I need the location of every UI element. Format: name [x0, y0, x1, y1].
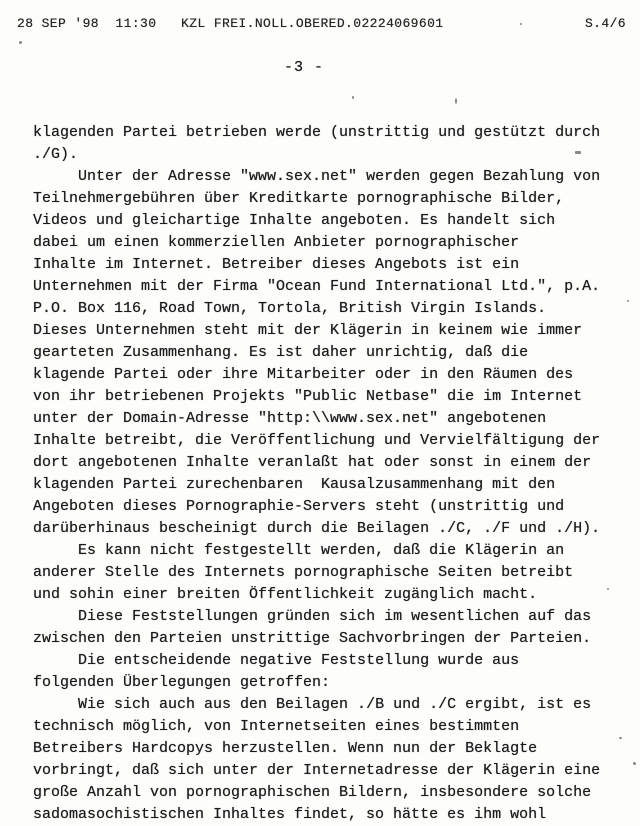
- scan-noise-speck: [607, 588, 609, 590]
- scan-noise-speck: [455, 98, 457, 104]
- scan-noise-speck: [352, 96, 354, 99]
- document-text-line: Videos und gleichartige Inhalte angeboten. Es handelt sich: [33, 212, 556, 229]
- document-text-line: Unternehmen mit der Firma "Ocean Fund International Ltd.", p.A.: [33, 278, 601, 295]
- document-text-line: Unter der Adresse "www.sex.net" werden gegen Bezahlung von: [33, 168, 601, 185]
- document-text-line: unter der Domain-Adresse "http:\\www.sex.net" angebotenen: [33, 410, 547, 427]
- fax-page-indicator: S.4/6: [584, 16, 626, 31]
- document-text-line: P.O. Box 116, Road Town, Tortola, British Virgin Islands.: [33, 300, 547, 317]
- document-text-line: und sohin einer breiten Öffentlichkeit zugänglich macht.: [33, 586, 538, 603]
- fax-header-left: [17, 15, 443, 33]
- document-text-line: zwischen den Parteien unstrittige Sachvorbringen der Parteien.: [33, 630, 592, 647]
- fax-transmission-header: [17, 15, 626, 33]
- document-text-line: vorbringt, daß sich unter der Internetadresse der Klägerin eine: [33, 762, 601, 779]
- document-body: [33, 122, 618, 826]
- document-text-line: folgenden Überlegungen getroffen:: [33, 674, 331, 691]
- document-text-line: Inhalte im Internet. Betreiber dieses Angebots ist ein: [33, 256, 520, 273]
- document-text-line: Inhalte betreibt, die Veröffentlichung und Vervielfältigung der: [33, 432, 601, 449]
- page-number: -3 -: [284, 59, 325, 76]
- scan-noise-speck: [619, 737, 622, 739]
- fax-timestamp: 28 SEP '98 11:30: [17, 16, 157, 31]
- document-text-line: anderer Stelle des Internets pornographische Seiten betreibt: [33, 564, 574, 581]
- fax-header-gap: [156, 16, 181, 31]
- scan-noise-speck: [520, 23, 522, 25]
- document-text-line: Diese Feststellungen gründen sich im wesentlichen auf das: [33, 608, 592, 625]
- document-text-line: technisch möglich, von Internetseiten eines bestimmten: [33, 718, 520, 735]
- document-text-line: Die entscheidende negative Feststellung wurde aus: [33, 652, 520, 669]
- document-text-line: gearteten Zusammenhang. Es ist daher unrichtig, daß die: [33, 344, 529, 361]
- document-text-line: klagende Partei oder ihre Mitarbeiter oder in den Räumen des: [33, 366, 574, 383]
- scan-noise-speck: [627, 300, 629, 302]
- document-text-line: klagenden Partei betrieben werde (unstrittig und gestützt durch: [33, 124, 601, 141]
- document-text-line: Betreibers Hardcopys herzustellen. Wenn nun der Beklagte: [33, 740, 538, 757]
- scan-noise-speck: [19, 41, 22, 44]
- document-text-line: Teilnehmergebühren über Kreditkarte pornographische Bilder,: [33, 190, 565, 207]
- document-text-line: dort angebotenen Inhalte veranlaßt hat oder sonst in einem der: [33, 454, 592, 471]
- fax-station-id: KZL FREI.NOLL.OBERED.02224069601: [181, 16, 444, 31]
- document-text-line: sadomasochistischen Inhaltes findet, so hätte es ihm wohl: [33, 806, 547, 823]
- document-text-line: klagenden Partei zurechenbaren Kausalzusammenhang mit den: [33, 476, 556, 493]
- document-text-line: darüberhinaus bescheinigt durch die Beilagen ./C, ./F und ./H).: [33, 520, 601, 537]
- document-text-line: Dieses Unternehmen steht mit der Klägerin in keinem wie immer: [33, 322, 583, 339]
- document-text-line: ./G).: [33, 146, 79, 163]
- document-text-line: Wie sich auch aus den Beilagen ./B und ./C ergibt, ist es: [33, 696, 592, 713]
- document-text-line: große Anzahl von pornographischen Bildern, insbesondere solche: [33, 784, 592, 801]
- document-text-line: von ihr betriebenen Projekts "Public Netbase" die im Internet: [33, 388, 583, 405]
- scan-noise-speck: [633, 762, 636, 765]
- document-text-line: Angeboten dieses Pornographie-Servers steht (unstrittig und: [33, 498, 565, 515]
- document-text-line: Es kann nicht festgestellt werden, daß die Klägerin an: [33, 542, 565, 559]
- scan-noise-speck: [575, 151, 581, 154]
- document-text-line: dabei um einen kommerziellen Anbieter pornographischer: [33, 234, 520, 251]
